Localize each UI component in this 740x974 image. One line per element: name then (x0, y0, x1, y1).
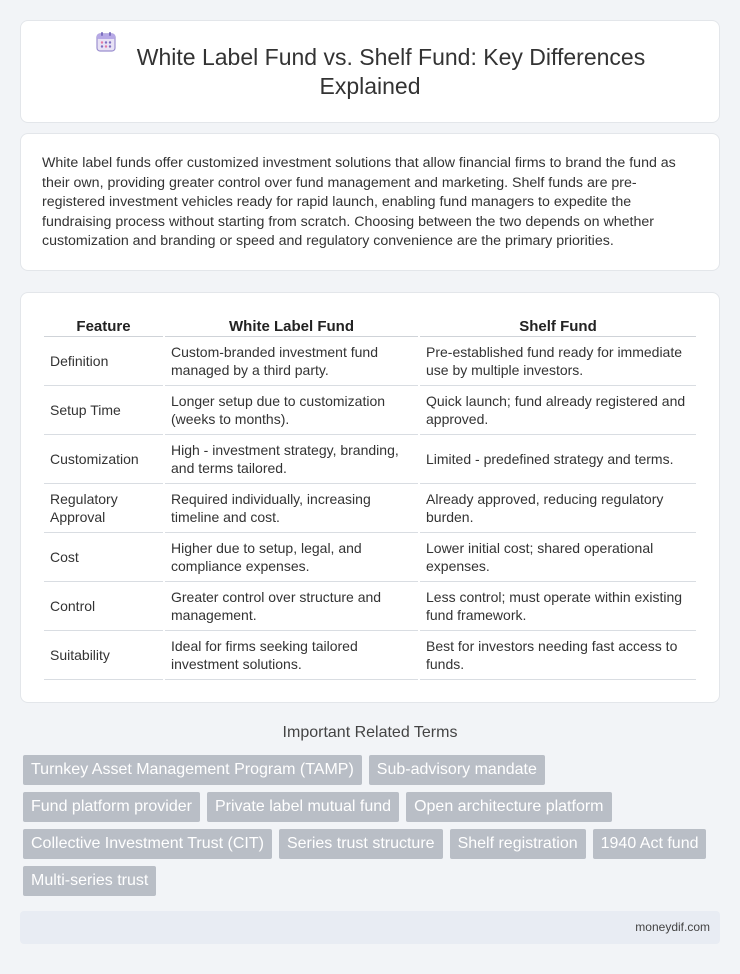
feature-cell: Definition (44, 337, 163, 386)
table-row (44, 386, 696, 435)
feature-cell: Cost (44, 533, 163, 582)
related-term-tag[interactable]: Turnkey Asset Management Program (TAMP) (23, 755, 362, 785)
related-terms-list (23, 755, 719, 896)
related-term-tag[interactable]: Collective Investment Trust (CIT) (23, 829, 272, 859)
shelf-cell: Best for investors needing fast access to funds. (420, 631, 696, 680)
header-feature: Feature (44, 313, 163, 337)
related-term-tag[interactable]: 1940 Act fund (593, 829, 707, 859)
shelf-cell: Already approved, reducing regulatory burden. (420, 484, 696, 533)
table-row (44, 484, 696, 533)
feature-cell: Suitability (44, 631, 163, 680)
shelf-cell: Quick launch; fund already registered and approved. (420, 386, 696, 435)
related-term-tag[interactable]: Multi-series trust (23, 866, 156, 896)
table-header-row (44, 313, 696, 337)
related-terms-heading: Important Related Terms (282, 724, 458, 741)
page-title (61, 43, 679, 101)
related-term-tag[interactable]: Sub-advisory mandate (369, 755, 545, 785)
shelf-cell: Lower initial cost; shared operational expenses. (420, 533, 696, 582)
comparison-card (20, 292, 720, 703)
related-term-tag[interactable]: Fund platform provider (23, 792, 200, 822)
white-label-cell: Longer setup due to customization (weeks to months). (165, 386, 418, 435)
feature-cell: Customization (44, 435, 163, 484)
table-row (44, 582, 696, 631)
white-label-cell: High - investment strategy, branding, and terms tailored. (165, 435, 418, 484)
shelf-cell: Pre-established fund ready for immediate use by multiple investors. (420, 337, 696, 386)
table-row (44, 337, 696, 386)
table-row (44, 533, 696, 582)
title-card (20, 20, 720, 123)
white-label-cell: Required individually, increasing timeline and cost. (165, 484, 418, 533)
related-term-tag[interactable]: Series trust structure (279, 829, 443, 859)
footer-site-link[interactable]: moneydif.com (635, 920, 710, 934)
white-label-cell: Custom-branded investment fund managed by a third party. (165, 337, 418, 386)
white-label-cell: Ideal for firms seeking tailored investment solutions. (165, 631, 418, 680)
calendar-icon (95, 31, 117, 53)
shelf-cell: Limited - predefined strategy and terms. (420, 435, 696, 484)
table-row (44, 631, 696, 680)
white-label-cell: Greater control over structure and management. (165, 582, 418, 631)
related-term-tag[interactable]: Private label mutual fund (207, 792, 399, 822)
feature-cell: Regulatory Approval (44, 484, 163, 533)
intro-card (20, 133, 720, 271)
page-title-text: White Label Fund vs. Shelf Fund: Key Differences Explained (136, 43, 646, 99)
footer (20, 911, 720, 944)
title-wrap (21, 21, 719, 122)
related-term-tag[interactable]: Open architecture platform (406, 792, 611, 822)
white-label-cell: Higher due to setup, legal, and compliance expenses. (165, 533, 418, 582)
feature-cell: Control (44, 582, 163, 631)
header-shelf-fund: Shelf Fund (420, 313, 696, 337)
intro-paragraph: White label funds offer customized investment solutions that allow financial firms to brand the fund as their own, providing greater control over fund management and marketing. Shelf funds are pre-registered investment vehicles ready for rapid launch, enabling fund managers to expedite the fundraising process without starting from scratch. Choosing between the two depends on whether customization and branding or speed and regulatory convenience are the primary priorities. (42, 155, 676, 250)
header-white-label-fund: White Label Fund (165, 313, 418, 337)
table-row (44, 435, 696, 484)
shelf-cell: Less control; must operate within existing fund framework. (420, 582, 696, 631)
related-term-tag[interactable]: Shelf registration (450, 829, 586, 859)
comparison-table (42, 313, 698, 680)
feature-cell: Setup Time (44, 386, 163, 435)
